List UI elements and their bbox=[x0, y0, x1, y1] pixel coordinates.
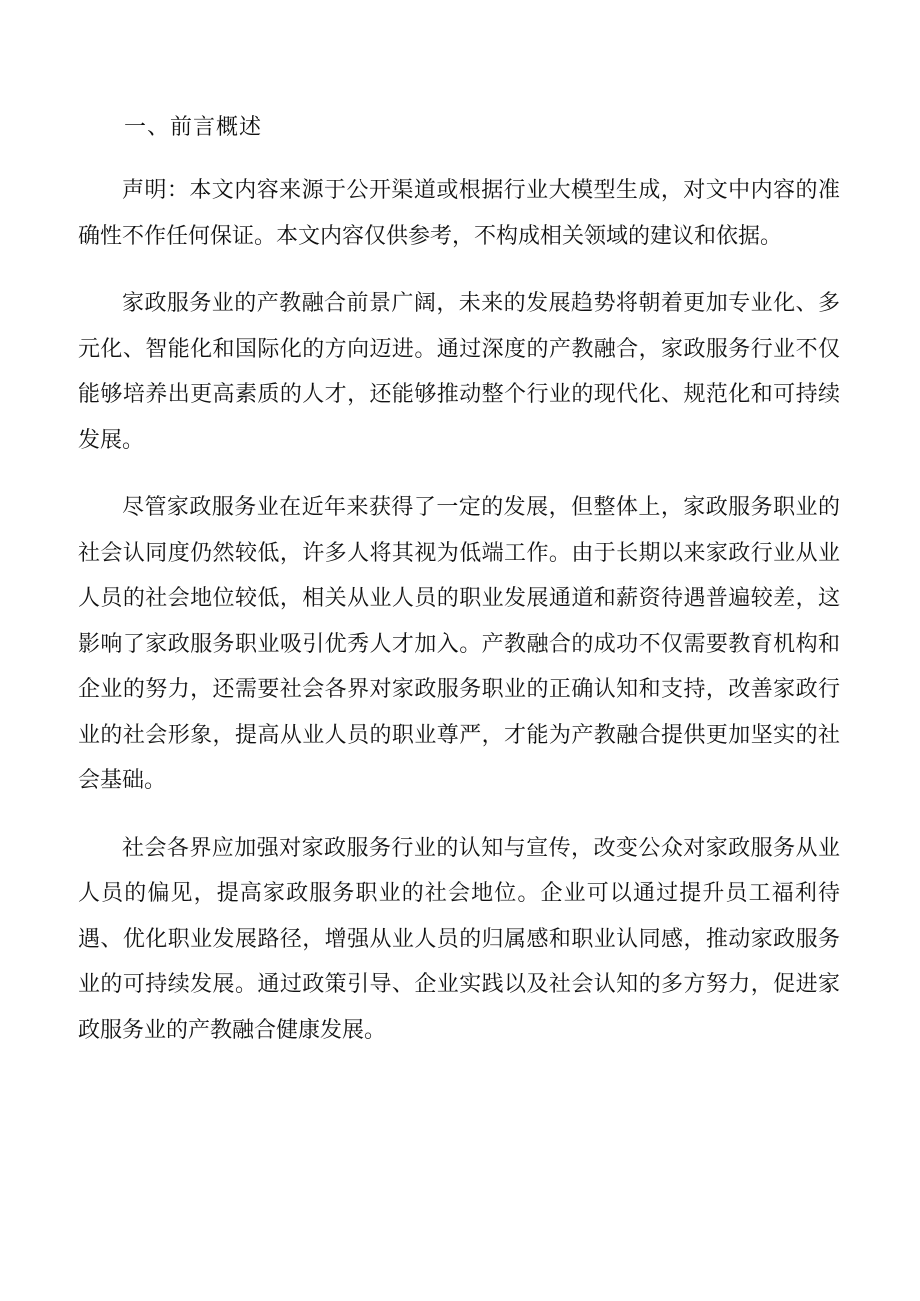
outlook-paragraph: 家政服务业的产教融合前景广阔，未来的发展趋势将朝着更加专业化、多元化、智能化和国际化的方向迈进。通过深度的产教融合，家政服务行业不仅能够培养出更高素质的人才，还能够推动整个行业的现代化、规范化和可持续发展。 bbox=[78, 291, 840, 453]
disclaimer-paragraph: 声明：本文内容来源于公开渠道或根据行业大模型生成，对文中内容的准确性不作任何保证。本文内容仅供参考，不构成相关领域的建议和依据。 bbox=[78, 178, 840, 249]
document-body bbox=[78, 168, 840, 1075]
section-heading: 一、前言概述 bbox=[124, 115, 263, 140]
challenge-paragraph: 尽管家政服务业在近年来获得了一定的发展，但整体上，家政服务职业的社会认同度仍然较低，许多人将其视为低端工作。由于长期以来家政行业从业人员的社会地位较低，相关从业人员的职业发展通道和薪资待遇普遍较差，这影响了家政服务职业吸引优秀人才加入。产教融合的成功不仅需要教育机构和企业的努力，还需要社会各界对家政服务职业的正确认知和支持，改善家政行业的社会形象，提高从业人员的职业尊严，才能为产教融合提供更加坚实的社会基础。 bbox=[78, 495, 840, 793]
recommendation-paragraph: 社会各界应加强对家政服务行业的认知与宣传，改变公众对家政服务从业人员的偏见，提高家政服务职业的社会地位。企业可以通过提升员工福利待遇、优化职业发展路径，增强从业人员的归属感和职业认同感，推动家政服务业的可持续发展。通过政策引导、企业实践以及社会认知的多方努力，促进家政服务业的产教融合健康发展。 bbox=[78, 835, 840, 1043]
